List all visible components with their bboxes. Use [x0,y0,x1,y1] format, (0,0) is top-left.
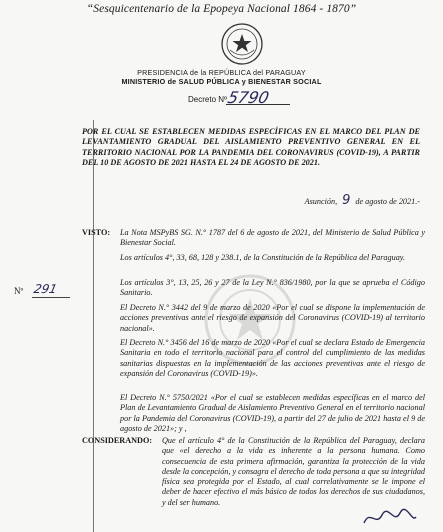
date-day: 9 [342,193,351,208]
visto-paragraph: El Decreto N.° 3456 del 16 de marzo de 2020 «Por el cual se declara Estado de Emergencia Sanitaria en todo el territorio nacional para el control del cumplimiento de las medidas sanitarias dispuestas en la implementación de las acciones preventivas ante el riesgo de expansión del Coronavirus (COVID-19)». [120,338,425,378]
visto-paragraph: El Decreto N.° 3442 del 9 de marzo de 2020 «Por el cual se dispone la implementación de acciones preventivas ante el riesgo de expansión del Coronavirus (COVID-19) al territorio nacional». [120,303,425,333]
decree-label: Decreto Nº [188,95,227,104]
visto-paragraph: La Nota MSPyBS SG. N.° 1787 del 6 de agosto de 2021, del Ministerio de Salud Pública y Bienestar Social. [120,228,425,248]
national-seal-icon [220,22,264,66]
visto-paragraph: Los artículos 4°, 33, 68, 128 y 238.1, de la Constitución de la República del Paraguay. [120,253,406,262]
visto-paragraph: Los artículos 3°, 13, 25, 26 y 27 de la Ley N.° 836/1980, por la que se aprueba el Código Sanitario. [120,278,425,298]
visto-label: VISTO: [82,228,111,237]
considerando-label: CONSIDERANDO: [82,436,153,445]
margin-number-value: 291 [32,282,59,296]
date-suffix: de agosto de 2021.- [355,197,420,206]
decree-number: 5790 [225,88,271,107]
margin-number-prefix: Nº [14,286,24,296]
presidency-heading: PRESIDENCIA de la REPÚBLICA del PARAGUAY [137,68,306,77]
handwritten-initials-icon [360,505,420,530]
decree-underline [226,104,290,105]
visto-paragraph: El Decreto N.° 5750/2021 «Por el cual se establecen medidas específicas en el marco del Plan de Levantamiento Gradual de Aislamiento Preventivo General en el territorio nacional por la Pandemia del Coronavirus (COVID-19), a partir del 27 de julio de 2021 hasta el 9 de agosto de 2021»; y , [120,393,425,433]
decree-title: POR EL CUAL SE ESTABLECEN MEDIDAS ESPECÍFICAS EN EL MARCO DEL PLAN DE LEVANTAMIENTO GRADUAL DEL AISLAMIENTO PREVENTIVO GENERAL EN EL TERRITORIO NACIONAL POR LA PANDEMIA DEL CORONAVIRUS (COVID-19), A PARTIR DEL 10 DE AGOSTO DE 2021 HASTA EL 24 DE AGOSTO DE 2021. [82,127,420,167]
motto-heading: “Sesquicentenario de la Epopeya Nacional 1864 - 1870” [86,3,357,15]
margin-rule [93,120,94,532]
date-prefix: Asunción, [304,197,338,206]
considerando-paragraph: Que el artículo 4° de la Constitución de la República del Paraguay, declara que «el derecho a la vida es inherente a la persona humana. Como consecuencia de esta primera afirmación, garantiza la protección de la vida desde la concepción, y consagra el derecho de toda persona a que su integridad física sea protegida por el Estado, al cual correlativamente se le impone el deber de hacer efectivo el más básico de todos los derechos de sus ciudadanos, y del ser humano. [162,436,426,507]
ministry-heading: MINISTERIO de SALUD PÚBLICA y BIENESTAR SOCIAL [121,77,322,86]
decree-date [250,193,420,208]
margin-number-underline [32,297,70,298]
